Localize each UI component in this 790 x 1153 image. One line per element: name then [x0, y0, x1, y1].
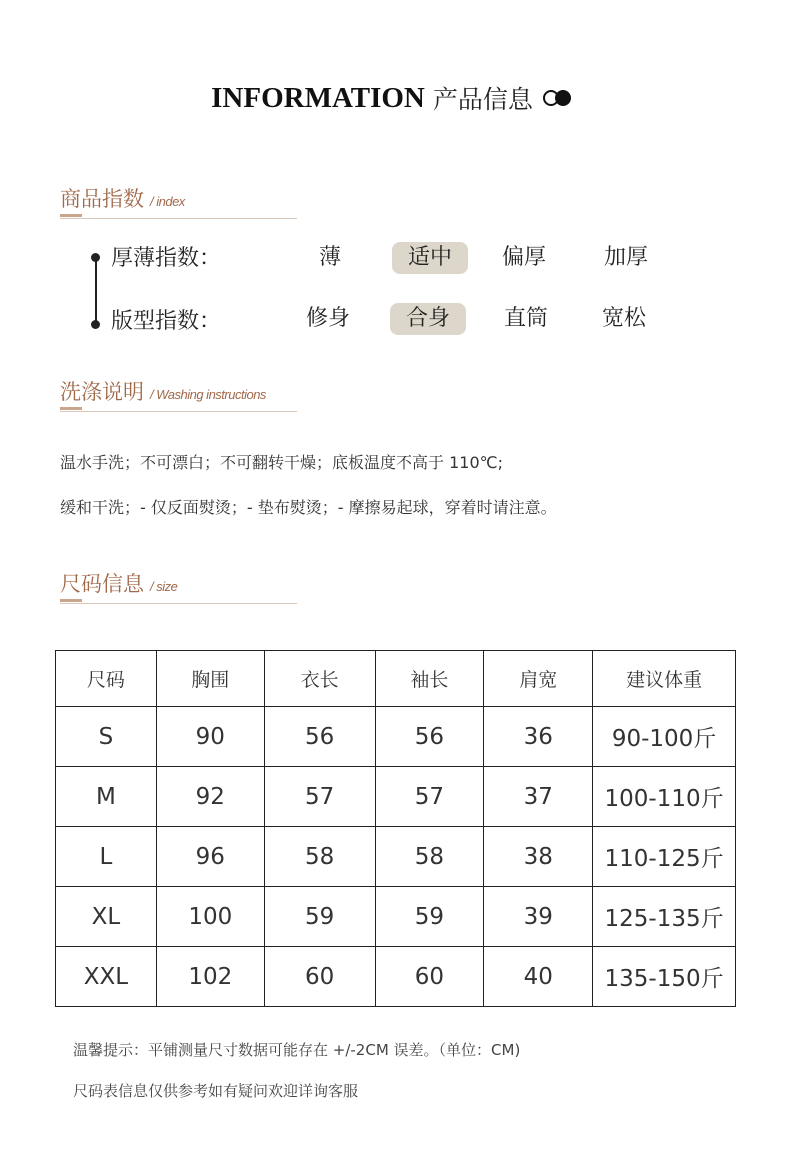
header-shoulder: 肩宽	[484, 651, 593, 707]
fit-option-slim: 修身	[305, 306, 350, 331]
table-row	[56, 707, 736, 767]
table-cell: 37	[484, 767, 593, 827]
fit-option-regular: 合身	[390, 303, 466, 335]
table-cell: 40	[484, 947, 593, 1007]
thickness-option-medium: 适中	[392, 242, 468, 274]
wash-instruction-line: 温水手洗；不可漂白；不可翻转干燥；底板温度不高于 110℃;	[60, 453, 503, 472]
table-cell: 100	[156, 887, 264, 947]
header-title-en: INFORMATION	[211, 81, 425, 114]
table-row	[56, 887, 736, 947]
size-title-en: / size	[150, 579, 178, 594]
table-cell: S	[56, 707, 157, 767]
header-chest: 胸围	[156, 651, 264, 707]
header-sleeve: 袖长	[375, 651, 484, 707]
size-title-cn: 尺码信息	[60, 572, 144, 596]
reference-note: 尺码表信息仅供参考如有疑问欢迎详询客服	[73, 1082, 359, 1100]
wash-section-title	[60, 376, 266, 406]
table-cell: 90-100斤	[593, 707, 736, 767]
table-cell: 90	[156, 707, 264, 767]
table-cell: 56	[264, 707, 375, 767]
fit-label: 版型指数：	[111, 309, 222, 334]
thickness-option-extra-thick: 加厚	[603, 245, 648, 270]
table-cell: 36	[484, 707, 593, 767]
measurement-note: 温馨提示：平铺测量尺寸数据可能存在 +/-2CM 误差。（单位：CM)	[73, 1041, 521, 1059]
header-weight: 建议体重	[593, 651, 736, 707]
table-cell: 92	[156, 767, 264, 827]
table-cell: 59	[375, 887, 484, 947]
fit-option-loose: 宽松	[601, 306, 646, 331]
size-divider-accent	[60, 599, 82, 602]
index-title-en: / index	[150, 194, 185, 209]
table-cell: L	[56, 827, 157, 887]
table-cell: 57	[375, 767, 484, 827]
dots-decoration-icon	[543, 86, 579, 110]
header-length: 衣长	[264, 651, 375, 707]
table-cell: 58	[375, 827, 484, 887]
wash-divider	[60, 411, 297, 412]
wash-title-cn: 洗涤说明	[60, 380, 144, 404]
timeline-dot-icon	[91, 320, 100, 329]
thickness-option-thick: 偏厚	[501, 245, 546, 270]
table-cell: 135-150斤	[593, 947, 736, 1007]
thickness-option-thin: 薄	[318, 245, 341, 270]
index-title-cn: 商品指数	[60, 187, 144, 211]
table-cell: XL	[56, 887, 157, 947]
index-divider	[60, 218, 297, 219]
table-cell: 59	[264, 887, 375, 947]
fit-option-straight: 直筒	[503, 306, 548, 331]
table-cell: 125-135斤	[593, 887, 736, 947]
thickness-label: 厚薄指数：	[111, 246, 222, 271]
header-title-cn: 产品信息	[432, 85, 533, 114]
table-row	[56, 767, 736, 827]
table-row	[56, 947, 736, 1007]
table-cell: 38	[484, 827, 593, 887]
table-cell: 39	[484, 887, 593, 947]
size-table	[55, 650, 736, 1007]
table-cell: 100-110斤	[593, 767, 736, 827]
table-cell: 60	[264, 947, 375, 1007]
table-cell: 57	[264, 767, 375, 827]
table-cell: 60	[375, 947, 484, 1007]
timeline-dot-icon	[91, 253, 100, 262]
index-timeline	[95, 256, 97, 324]
table-cell: 96	[156, 827, 264, 887]
table-cell: 56	[375, 707, 484, 767]
table-header-row	[56, 651, 736, 707]
size-section-title	[60, 568, 177, 598]
table-cell: 110-125斤	[593, 827, 736, 887]
table-cell: M	[56, 767, 157, 827]
wash-divider-accent	[60, 407, 82, 410]
wash-instruction-line: 缓和干洗；- 仅反面熨烫；- 垫布熨烫；- 摩擦易起球，穿着时请注意。	[60, 498, 557, 517]
index-section-title	[60, 183, 185, 213]
header-size: 尺码	[56, 651, 157, 707]
page-header	[0, 80, 790, 116]
wash-title-en: / Washing instructions	[150, 387, 266, 402]
table-row	[56, 827, 736, 887]
size-divider	[60, 603, 297, 604]
index-divider-accent	[60, 214, 82, 217]
table-cell: 102	[156, 947, 264, 1007]
table-cell: 58	[264, 827, 375, 887]
table-cell: XXL	[56, 947, 157, 1007]
